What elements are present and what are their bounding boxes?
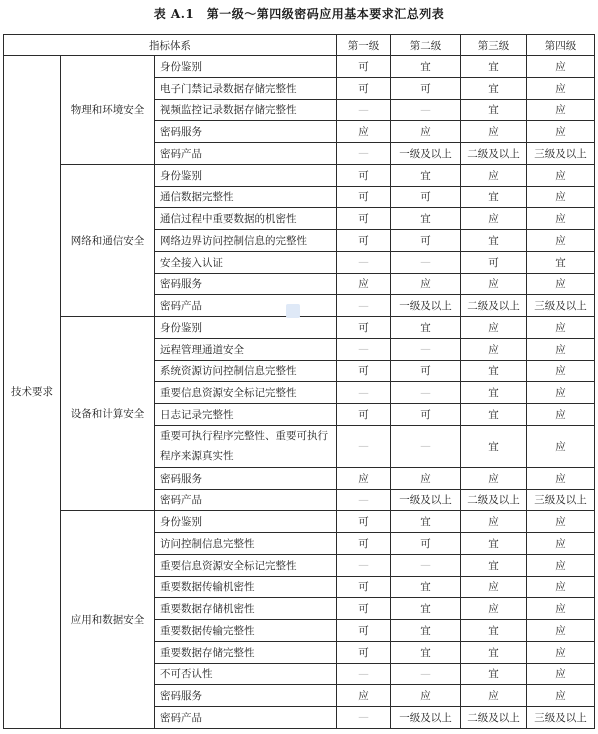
level-3-cell: 应 (461, 685, 527, 707)
item-cell: 电子门禁记录数据存储完整性 (155, 77, 337, 99)
item-cell: 重要信息资源安全标记完整性 (155, 554, 337, 576)
level-1-cell: 应 (337, 121, 391, 143)
level-1-cell: 可 (337, 208, 391, 230)
level-3-cell: 应 (461, 208, 527, 230)
level-2-cell: 一级及以上 (391, 143, 461, 165)
table-row (4, 511, 595, 533)
table-row (4, 317, 595, 339)
level-2-cell: 宜 (391, 56, 461, 78)
level-3-cell: 应 (461, 576, 527, 598)
level-3-cell: 应 (461, 338, 527, 360)
level-2-cell: 可 (391, 186, 461, 208)
level-3-cell: 宜 (461, 99, 527, 121)
level-3-cell: 二级及以上 (461, 295, 527, 317)
watermark-mark (286, 304, 300, 318)
level-3-cell: 宜 (461, 382, 527, 404)
item-cell: 日志记录完整性 (155, 404, 337, 426)
level-1-cell: 可 (337, 230, 391, 252)
table-row (4, 164, 595, 186)
item-cell: 通信过程中重要数据的机密性 (155, 208, 337, 230)
level-1-cell: — (337, 554, 391, 576)
level-4-cell: 应 (527, 511, 595, 533)
level-2-cell: 一级及以上 (391, 707, 461, 729)
item-cell: 身份鉴别 (155, 164, 337, 186)
level-4-cell: 应 (527, 404, 595, 426)
level-3-cell: 应 (461, 121, 527, 143)
level-4-cell: 应 (527, 121, 595, 143)
level-2-cell: 宜 (391, 620, 461, 642)
level-2-cell: 可 (391, 360, 461, 382)
level-1-cell: 可 (337, 164, 391, 186)
level-2-cell: 宜 (391, 317, 461, 339)
level-3-cell: 可 (461, 251, 527, 273)
level-1-cell: 可 (337, 186, 391, 208)
level-4-cell: 应 (527, 230, 595, 252)
level-4-cell: 应 (527, 382, 595, 404)
item-cell: 重要数据存储完整性 (155, 641, 337, 663)
table-body (4, 56, 595, 729)
level-3-cell: 二级及以上 (461, 707, 527, 729)
item-cell: 身份鉴别 (155, 511, 337, 533)
level-2-cell: 宜 (391, 164, 461, 186)
level-3-cell: 二级及以上 (461, 143, 527, 165)
level-2-cell: 一级及以上 (391, 295, 461, 317)
item-cell: 密码产品 (155, 707, 337, 729)
level-2-cell: — (391, 663, 461, 685)
level-4-cell: 应 (527, 99, 595, 121)
level-4-cell: 应 (527, 425, 595, 467)
item-cell: 密码服务 (155, 685, 337, 707)
level-4-cell: 应 (527, 685, 595, 707)
item-cell: 远程管理通道安全 (155, 338, 337, 360)
category-cell: 应用和数据安全 (61, 511, 155, 729)
level-2-cell: 一级及以上 (391, 489, 461, 511)
level-2-cell: 可 (391, 230, 461, 252)
level-3-cell: 宜 (461, 533, 527, 555)
item-cell: 安全接入认证 (155, 251, 337, 273)
level-2-cell: — (391, 382, 461, 404)
level-4-cell: 应 (527, 317, 595, 339)
level-1-cell: — (337, 143, 391, 165)
level-2-cell: — (391, 338, 461, 360)
level-3-cell: 二级及以上 (461, 489, 527, 511)
level-4-cell: 应 (527, 598, 595, 620)
level-1-cell: 应 (337, 273, 391, 295)
level-2-cell: — (391, 99, 461, 121)
level-3-cell: 应 (461, 317, 527, 339)
header-level-4: 第四级 (527, 35, 595, 56)
level-1-cell: — (337, 382, 391, 404)
level-3-cell: 宜 (461, 641, 527, 663)
level-4-cell: 应 (527, 663, 595, 685)
level-4-cell: 应 (527, 77, 595, 99)
level-3-cell: 宜 (461, 360, 527, 382)
level-3-cell: 应 (461, 164, 527, 186)
header-level-3: 第三级 (461, 35, 527, 56)
level-4-cell: 应 (527, 554, 595, 576)
level-3-cell: 宜 (461, 620, 527, 642)
level-2-cell: — (391, 425, 461, 467)
level-2-cell: 宜 (391, 511, 461, 533)
level-2-cell: 应 (391, 467, 461, 489)
level-1-cell: 可 (337, 576, 391, 598)
level-1-cell: 可 (337, 641, 391, 663)
item-cell: 通信数据完整性 (155, 186, 337, 208)
level-3-cell: 宜 (461, 663, 527, 685)
level-1-cell: — (337, 295, 391, 317)
requirements-table (3, 34, 595, 729)
table-caption: 表 A.1 第一级～第四级密码应用基本要求汇总列表 (153, 7, 445, 21)
level-4-cell: 三级及以上 (527, 295, 595, 317)
header-level-2: 第二级 (391, 35, 461, 56)
level-1-cell: 可 (337, 511, 391, 533)
level-3-cell: 宜 (461, 425, 527, 467)
level-2-cell: 可 (391, 533, 461, 555)
level-4-cell: 应 (527, 641, 595, 663)
category-cell: 设备和计算安全 (61, 317, 155, 511)
item-cell: 重要可执行程序完整性、重要可执行程序来源真实性 (155, 425, 337, 467)
level-2-cell: — (391, 251, 461, 273)
level-1-cell: 可 (337, 77, 391, 99)
level-1-cell: 应 (337, 685, 391, 707)
level-1-cell: 可 (337, 533, 391, 555)
level-4-cell: 应 (527, 186, 595, 208)
header-level-1: 第一级 (337, 35, 391, 56)
level-4-cell: 三级及以上 (527, 707, 595, 729)
level-2-cell: 宜 (391, 576, 461, 598)
level-2-cell: 宜 (391, 641, 461, 663)
item-cell: 重要信息资源安全标记完整性 (155, 382, 337, 404)
level-3-cell: 宜 (461, 554, 527, 576)
level-3-cell: 应 (461, 273, 527, 295)
item-cell: 密码产品 (155, 489, 337, 511)
level-1-cell: 应 (337, 467, 391, 489)
level-2-cell: 应 (391, 273, 461, 295)
level-2-cell: 应 (391, 121, 461, 143)
level-1-cell: — (337, 489, 391, 511)
level-1-cell: — (337, 99, 391, 121)
header-row (4, 35, 595, 56)
level-1-cell: — (337, 663, 391, 685)
item-cell: 身份鉴别 (155, 56, 337, 78)
level-2-cell: 应 (391, 685, 461, 707)
item-cell: 密码服务 (155, 121, 337, 143)
level-2-cell: 可 (391, 404, 461, 426)
item-cell: 网络边界访问控制信息的完整性 (155, 230, 337, 252)
level-1-cell: 可 (337, 404, 391, 426)
level-3-cell: 应 (461, 598, 527, 620)
item-cell: 系统资源访问控制信息完整性 (155, 360, 337, 382)
level-4-cell: 应 (527, 360, 595, 382)
level-4-cell: 应 (527, 467, 595, 489)
item-cell: 密码产品 (155, 143, 337, 165)
level-4-cell: 应 (527, 338, 595, 360)
item-cell: 访问控制信息完整性 (155, 533, 337, 555)
level-4-cell: 应 (527, 56, 595, 78)
level-1-cell: 可 (337, 360, 391, 382)
level-1-cell: — (337, 707, 391, 729)
level-2-cell: 宜 (391, 208, 461, 230)
level-1-cell: 可 (337, 620, 391, 642)
level-1-cell: — (337, 251, 391, 273)
level-4-cell: 宜 (527, 251, 595, 273)
level-4-cell: 应 (527, 208, 595, 230)
item-cell: 重要数据存储机密性 (155, 598, 337, 620)
level-2-cell: 宜 (391, 598, 461, 620)
level-4-cell: 三级及以上 (527, 143, 595, 165)
level-2-cell: — (391, 554, 461, 576)
level-3-cell: 宜 (461, 56, 527, 78)
level-1-cell: 可 (337, 317, 391, 339)
item-cell: 身份鉴别 (155, 317, 337, 339)
item-cell: 密码产品 (155, 295, 337, 317)
level-4-cell: 应 (527, 533, 595, 555)
level-3-cell: 宜 (461, 230, 527, 252)
item-cell: 视频监控记录数据存储完整性 (155, 99, 337, 121)
level-4-cell: 应 (527, 620, 595, 642)
level-3-cell: 宜 (461, 404, 527, 426)
category-cell: 物理和环境安全 (61, 56, 155, 165)
level-3-cell: 应 (461, 511, 527, 533)
category-cell: 网络和通信安全 (61, 164, 155, 316)
item-cell: 重要数据传输完整性 (155, 620, 337, 642)
level-1-cell: — (337, 425, 391, 467)
level-3-cell: 宜 (461, 186, 527, 208)
item-cell: 密码服务 (155, 467, 337, 489)
level-4-cell: 三级及以上 (527, 489, 595, 511)
table-row (4, 56, 595, 78)
level-4-cell: 应 (527, 164, 595, 186)
item-cell: 密码服务 (155, 273, 337, 295)
item-cell: 重要数据传输机密性 (155, 576, 337, 598)
top-category-cell: 技术要求 (4, 56, 61, 729)
level-1-cell: 可 (337, 598, 391, 620)
level-4-cell: 应 (527, 576, 595, 598)
level-2-cell: 可 (391, 77, 461, 99)
item-cell: 不可否认性 (155, 663, 337, 685)
level-1-cell: 可 (337, 56, 391, 78)
level-4-cell: 应 (527, 273, 595, 295)
level-3-cell: 应 (461, 467, 527, 489)
header-indicator-system: 指标体系 (4, 35, 337, 56)
level-1-cell: — (337, 338, 391, 360)
level-3-cell: 宜 (461, 77, 527, 99)
